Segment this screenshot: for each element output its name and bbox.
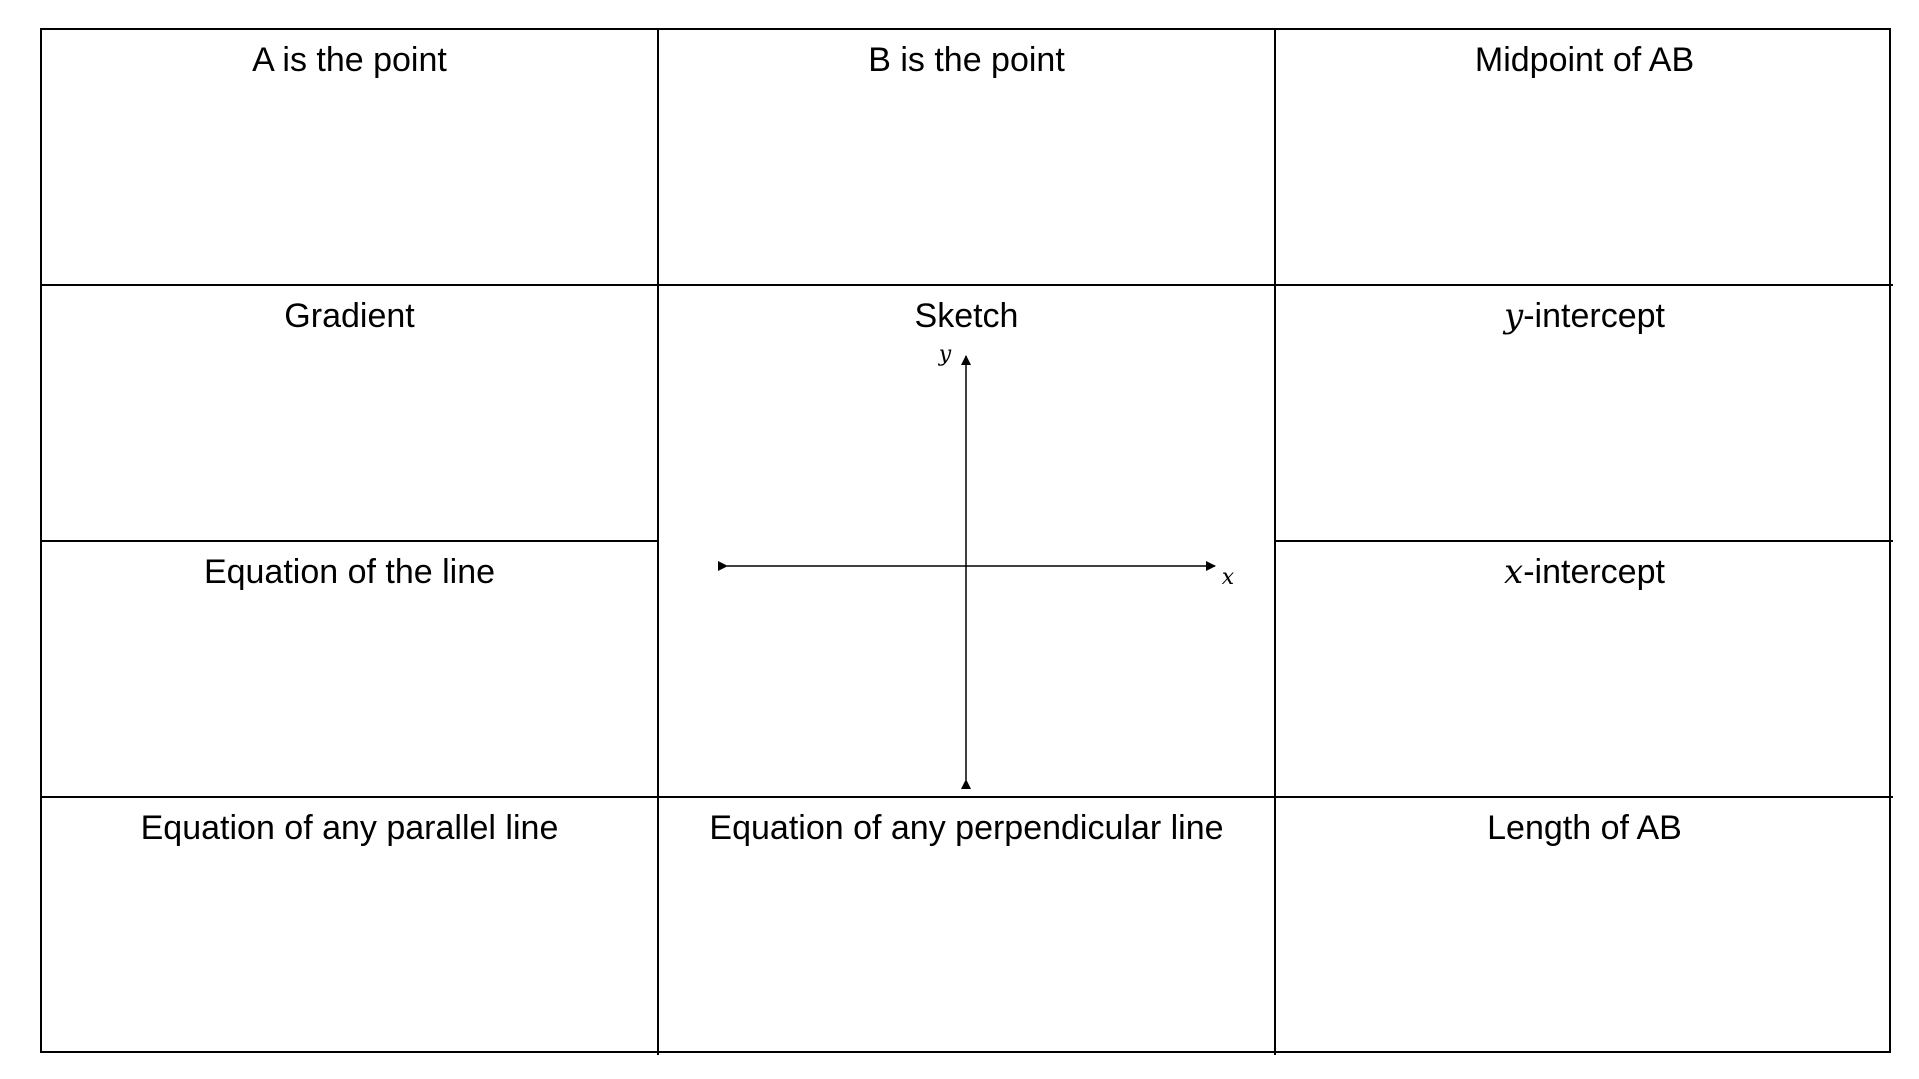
cell-label-x-intercept [1276, 552, 1893, 592]
cell-point-b [659, 30, 1276, 286]
cell-label-sketch: Sketch [914, 297, 1019, 335]
cell-parallel-line [42, 798, 659, 1055]
cell-midpoint [1276, 30, 1893, 286]
y-variable: y [1504, 296, 1524, 336]
cell-label-parallel-line: Equation of any parallel line [140, 809, 559, 847]
cell-point-a [42, 30, 659, 286]
cell-label-perpendicular-line: Equation of any perpendicular line [709, 809, 1224, 847]
x-variable: x [1504, 552, 1524, 592]
cell-y-intercept [1276, 286, 1893, 542]
x-axis-label: x [1221, 565, 1235, 590]
cell-label-point-a: A is the point [252, 41, 447, 79]
cell-gradient [42, 286, 659, 542]
cell-label-equation-of-line: Equation of the line [203, 553, 496, 591]
cell-label-midpoint: Midpoint of AB [1474, 41, 1695, 79]
cell-label-gradient: Gradient [284, 297, 415, 335]
cell-x-intercept [1276, 542, 1893, 798]
cell-length-ab [1276, 798, 1893, 1055]
worksheet-grid [40, 28, 1891, 1053]
y-intercept-suffix: -intercept [1523, 297, 1665, 335]
cell-label-point-b: B is the point [868, 41, 1065, 79]
y-axis-label: y [938, 342, 952, 367]
cell-equation-of-line [42, 542, 659, 798]
cell-perpendicular-line [659, 798, 1276, 1055]
x-intercept-suffix: -intercept [1523, 553, 1665, 591]
sketch-axes [659, 286, 1274, 796]
cell-label-length-ab: Length of AB [1487, 809, 1682, 847]
cell-sketch [659, 286, 1276, 798]
cell-label-y-intercept [1276, 296, 1893, 336]
